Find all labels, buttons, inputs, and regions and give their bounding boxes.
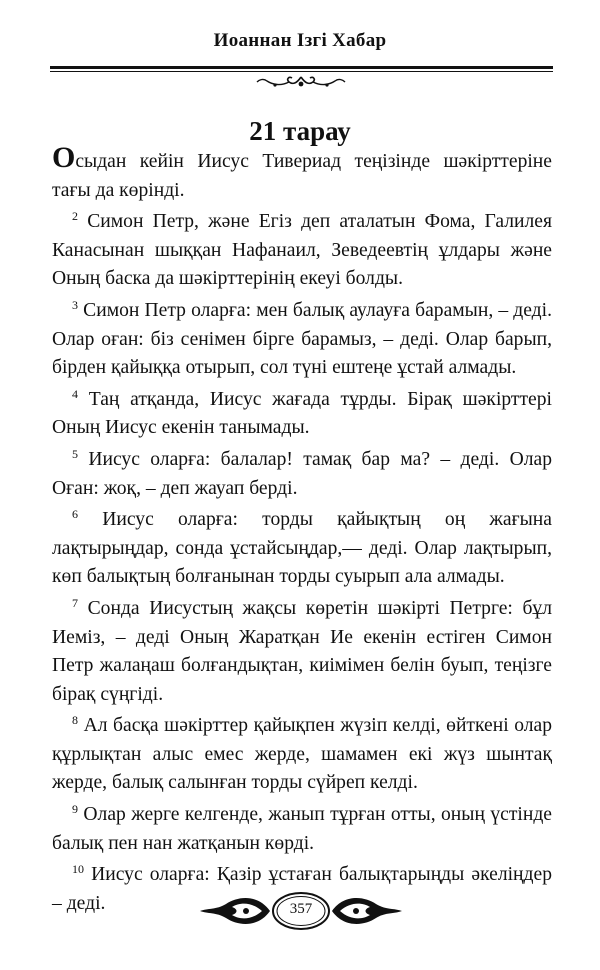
verse-text: Ал басқа шәкірттер қайықпен жүзіп келді, өйткені олар құрлықтан алыс емес жерде, шамамен екі жүз шынтақ жерде, балық салынған торды сүйреп келді. xyxy=(52,715,553,794)
page-number: 357 xyxy=(289,901,313,917)
chapter-title: 21 тарау xyxy=(249,116,351,146)
verse xyxy=(52,595,552,709)
verse-number: 8 xyxy=(72,713,78,728)
verse-text: сыдан кейін Иисус Тивериад теңізінде шәкірттеріне тағы да көрінді. xyxy=(52,151,552,201)
verse-number: 10 xyxy=(72,862,84,877)
verse xyxy=(52,141,552,205)
verse-text: Симон Петр оларға: мен балық аулауға барамын, – деді. Олар оған: біз сенімен бірге барамыз, – деді. Олар барып, бірден қайыққа отырып, сол түні ештеңе ұстай алмады. xyxy=(52,299,552,379)
chapter-text xyxy=(52,141,553,921)
verse-number: 7 xyxy=(72,595,78,610)
verse-text: Иисус оларға: Қазір ұстаған балықтарыңды әкеліңдер – деді. xyxy=(52,864,552,914)
verse-text: Иисус оларға: балалар! тамақ бар ма? – деді. Олар Оған: жоқ, – деп жауап берді. xyxy=(52,448,553,499)
verse-text: Сонда Иисустың жақсы көретін шәкірті Петрге: бұл Иеміз, – деді Оның Жаратқан Ие екенін естіген Симон Петр жалаңаш болғандықтан, киімімен белін буып, теңізге бірақ сүңгіді. xyxy=(52,597,552,705)
header-rule-thick xyxy=(50,66,553,69)
verse-number: 9 xyxy=(72,802,78,817)
verse xyxy=(52,208,552,294)
verse xyxy=(52,297,552,383)
verse-number: 6 xyxy=(72,507,78,522)
verse-text: Олар жерге келгенде, жанып тұрған отты, оның үстінде балық пен нан жатқанын көрді. xyxy=(52,804,552,854)
running-header: Иоаннан Ізгі Хабар xyxy=(213,30,387,51)
verse xyxy=(52,446,552,503)
verse xyxy=(52,506,552,592)
verse-number: 5 xyxy=(72,446,78,461)
flourish-ornament-icon xyxy=(255,73,347,91)
verse-number: 2 xyxy=(72,209,78,224)
verse-number: 4 xyxy=(72,386,78,401)
verse xyxy=(52,386,552,443)
verse-number: 3 xyxy=(72,297,78,312)
verse xyxy=(52,801,552,858)
verse-text: Таң атқанда, Иисус жағада тұрды. Бірақ шәкірттері Оның Иисус екенін танымады. xyxy=(52,388,552,439)
verse-text: Иисус оларға: торды қайықтың оң жағына лақтырыңдар, сонда ұстайсыңдар,— деді. Олар лақтырып, көп балықтың болғанынан торды суырып ала алмады. xyxy=(52,509,552,588)
drop-cap: О xyxy=(52,141,76,174)
header-rule-thin xyxy=(50,71,553,72)
verse-text: Симон Петр, және Егіз деп аталатын Фома, Галилея Канасынан шыққан Нафанаил, Зеведеевтің ұлдары және Оның баска да шәкірттерінің екеуі болды. xyxy=(52,211,553,290)
verse xyxy=(52,712,552,798)
